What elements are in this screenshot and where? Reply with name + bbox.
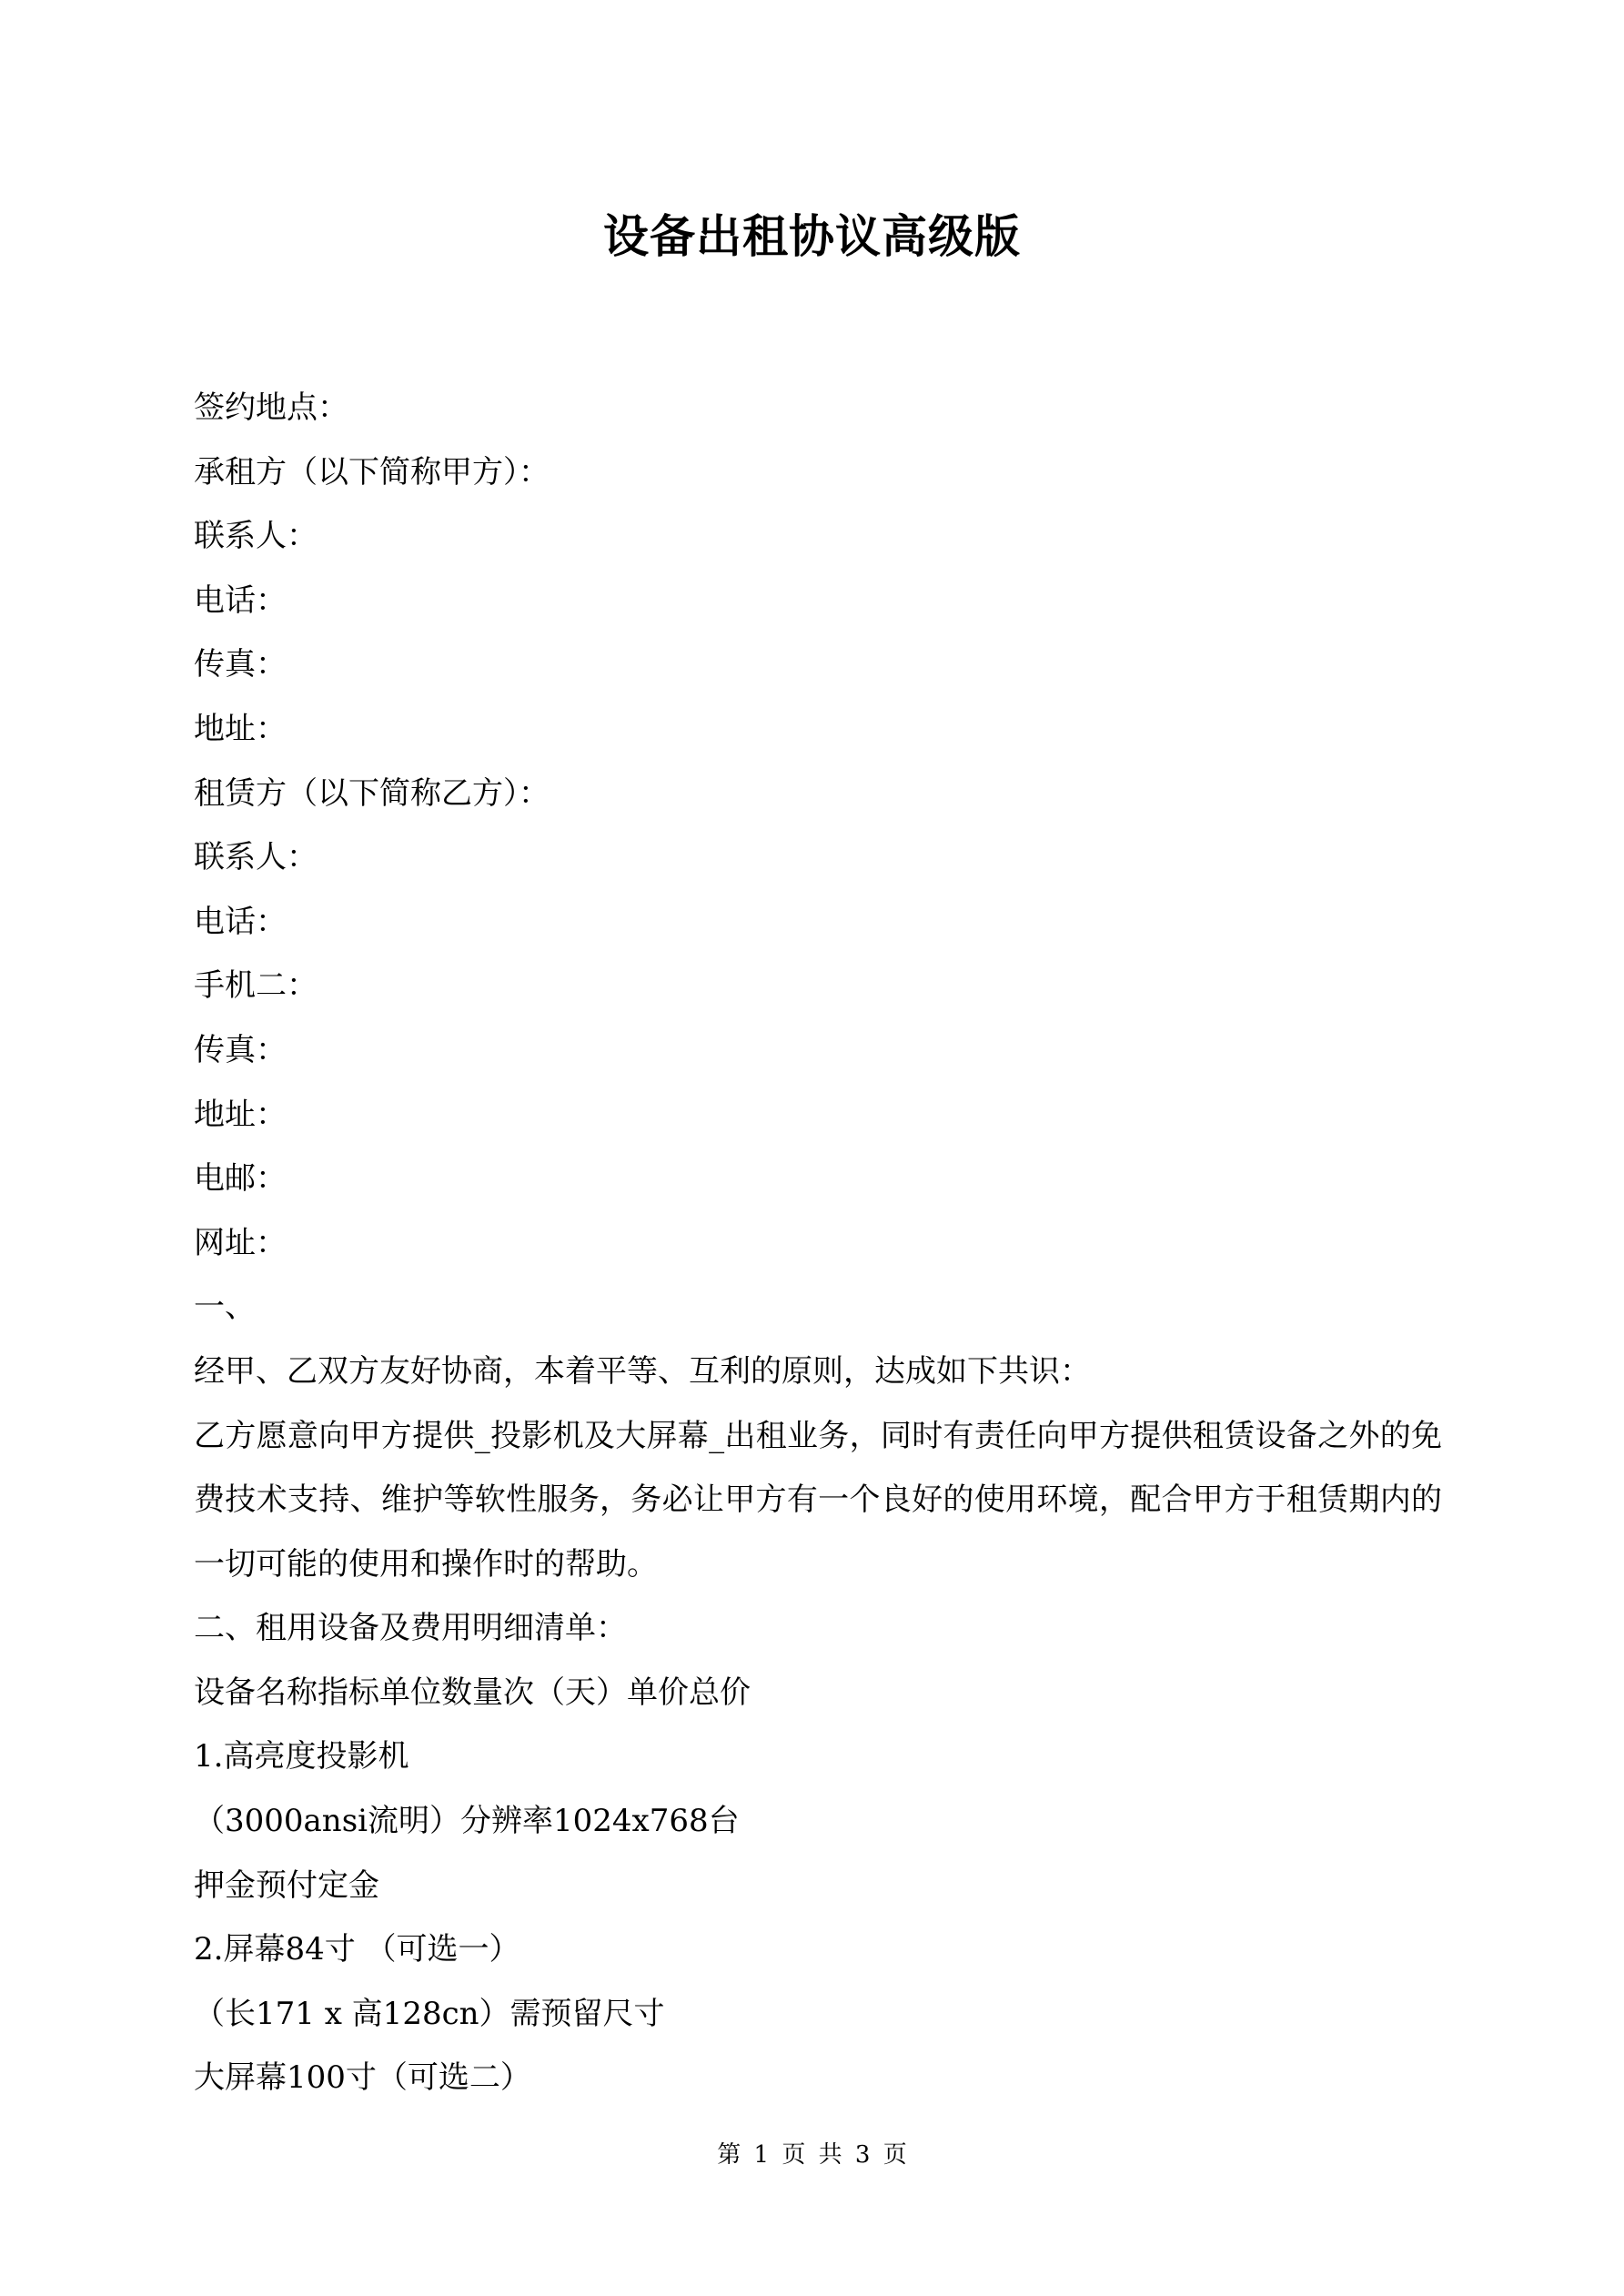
consensus-line: 经甲、乙双方友好协商，本着平等、互利的原则，达成如下共识：	[194, 1352, 1091, 1390]
lessee-fax-line: 传真：	[194, 646, 287, 683]
section-two-heading: 二、租用设备及费用明细清单：	[194, 1610, 627, 1647]
equipment-item-screen: 2.屏幕84寸 （可选一）	[194, 1931, 520, 1968]
lessor-address-line: 地址：	[194, 1096, 287, 1133]
page-footer: 第 1 页 共 3 页	[717, 2141, 907, 2169]
lessee-line: 承租方（以下简称甲方）：	[194, 453, 550, 491]
lessee-address-line: 地址：	[194, 710, 287, 747]
equipment-screen-spec: （长171 x 高128cn）需预留尺寸	[194, 1995, 665, 2032]
lessor-contact-line: 联系人：	[194, 839, 318, 876]
section-one-heading: 一、	[194, 1289, 256, 1326]
lessee-phone-line: 电话：	[194, 582, 287, 619]
document-body	[194, 376, 1442, 2110]
lessee-contact-line: 联系人：	[194, 518, 318, 555]
lessor-email-line: 电邮：	[194, 1160, 287, 1198]
signing-place-line: 签约地点：	[194, 389, 348, 426]
lessor-phone-line: 电话：	[194, 903, 287, 940]
equipment-item-projector: 1.高亮度投影机	[194, 1738, 409, 1775]
lessor-line: 租赁方（以下简称乙方）：	[194, 774, 550, 812]
deposit-line: 押金预付定金	[194, 1866, 379, 1904]
lessor-website-line: 网址：	[194, 1224, 287, 1261]
lessor-fax-line: 传真：	[194, 1031, 287, 1068]
service-paragraph: 乙方愿意向甲方提供_投影机及大屏幕_出租业务，同时有责任向甲方提供租赁设备之外的免费技术支持、维护等软性服务，务必让甲方有一个良好的使用环境，配合甲方于租赁期内的一切可能的使用和操作时的帮助。	[194, 1417, 1442, 1583]
document-title: 设备出租协议高级版	[603, 209, 1021, 263]
lessor-mobile-line: 手机二：	[194, 967, 318, 1005]
equipment-table-header: 设备名称指标单位数量次（天）单价总价	[194, 1674, 751, 1711]
equipment-item-large-screen: 大屏幕100寸（可选二）	[194, 2059, 531, 2097]
equipment-projector-spec: （3000ansi流明）分辨率1024x768台	[194, 1803, 740, 1840]
